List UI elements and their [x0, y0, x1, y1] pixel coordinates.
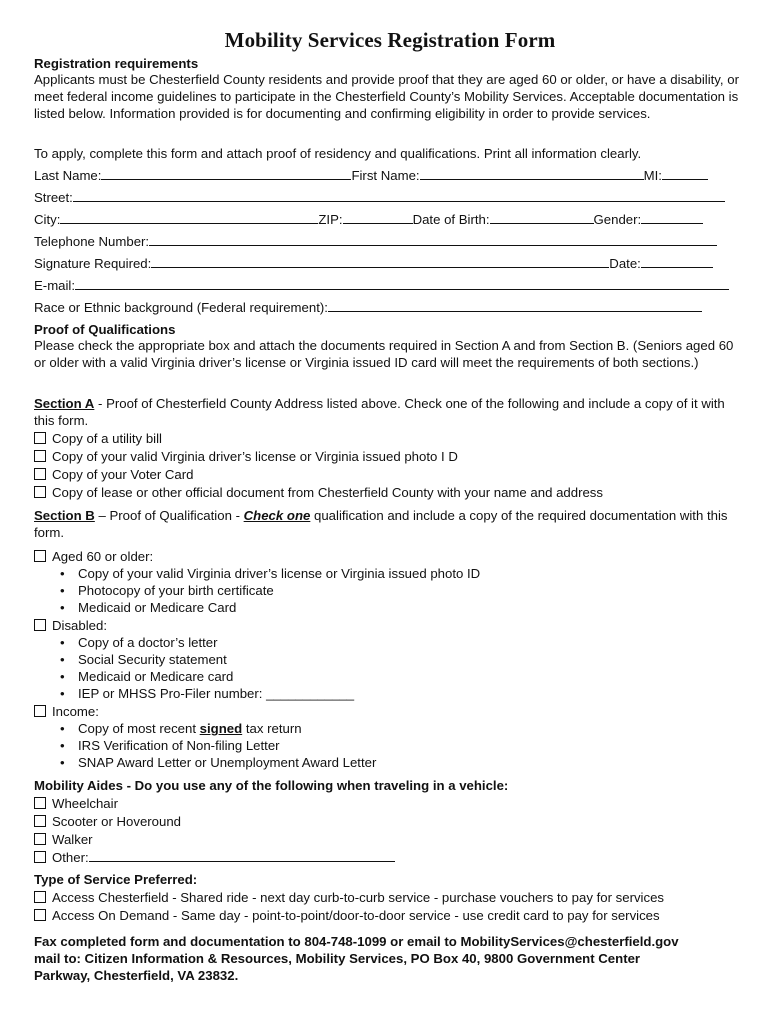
aide-option	[34, 849, 395, 866]
city-label: City:	[34, 212, 61, 227]
list-item-text: IRS Verification of Non-filing Letter	[78, 738, 280, 753]
aide-option	[34, 795, 118, 812]
disabled-option	[34, 617, 107, 634]
signed-emphasis: signed	[199, 721, 243, 736]
checkbox[interactable]	[34, 909, 46, 921]
apply-instructions: To apply, complete this form and attach proof of residency and qualifications. Print all information clearly.	[34, 146, 642, 161]
checkbox[interactable]	[34, 705, 46, 717]
section-b-label: Section B	[34, 508, 95, 523]
bullet-icon: •	[60, 583, 65, 598]
aide-option	[34, 831, 93, 848]
section-a-option	[34, 466, 193, 483]
city-row	[34, 211, 703, 228]
list-item	[60, 599, 236, 616]
race-field[interactable]	[328, 299, 702, 312]
section-a-option	[34, 430, 162, 447]
checkbox[interactable]	[34, 851, 46, 863]
street-row	[34, 189, 725, 206]
email-field[interactable]	[75, 277, 729, 290]
name-row	[34, 167, 708, 184]
list-item	[60, 634, 218, 651]
last-name-field[interactable]	[101, 167, 351, 180]
list-item-text: IEP or MHSS Pro-Filer number: ____________	[78, 686, 355, 701]
mi-label: MI:	[643, 168, 662, 183]
requirements-body: Applicants must be Chesterfield County residents and provide proof that they are aged 60 or older, or have a disability, or meet federal income guidelines to participate in the Chesterfield County’s Mobility Services. Acceptable documentation is listed below. Information provided is for documenting and confirming eligibility in order to provide services.	[34, 72, 739, 121]
last-name-label: Last Name:	[34, 168, 102, 183]
bullet-icon: •	[60, 635, 65, 650]
signature-label: Signature Required:	[34, 256, 152, 271]
option-label: Copy of your valid Virginia driver’s license or Virginia issued photo I D	[52, 449, 458, 464]
option-label: Copy of a utility bill	[52, 431, 162, 446]
section-a-label: Section A	[34, 396, 95, 411]
checkbox[interactable]	[34, 797, 46, 809]
dob-label: Date of Birth:	[412, 212, 490, 227]
gender-field[interactable]	[641, 211, 703, 224]
service-option	[34, 889, 664, 906]
checkbox[interactable]	[34, 450, 46, 462]
option-label: Access On Demand - Same day - point-to-point/door-to-door service - use credit card to pay for services	[52, 908, 660, 923]
proof-heading: Proof of Qualifications	[34, 322, 176, 337]
checkbox[interactable]	[34, 432, 46, 444]
section-b-text-pre: – Proof of Qualification -	[94, 508, 244, 523]
service-heading: Type of Service Preferred:	[34, 872, 198, 887]
aide-option	[34, 813, 181, 830]
bullet-icon: •	[60, 652, 65, 667]
other-aide-field[interactable]	[89, 849, 395, 862]
income-option	[34, 703, 99, 720]
checkbox[interactable]	[34, 815, 46, 827]
page-title: Mobility Services Registration Form	[224, 28, 556, 52]
requirements-heading: Registration requirements	[34, 56, 199, 71]
list-item	[60, 754, 376, 771]
bullet-icon: •	[60, 755, 65, 770]
list-item	[60, 668, 233, 685]
list-item	[60, 565, 480, 582]
bullet-icon: •	[60, 738, 65, 753]
option-label: Walker	[52, 832, 93, 847]
zip-field[interactable]	[343, 211, 413, 224]
first-name-field[interactable]	[420, 167, 644, 180]
email-label: E-mail:	[34, 278, 76, 293]
section-a-intro	[34, 396, 742, 430]
list-item-text: SNAP Award Letter or Unemployment Award Letter	[78, 755, 377, 770]
checkbox[interactable]	[34, 486, 46, 498]
street-label: Street:	[34, 190, 73, 205]
section-b-intro	[34, 508, 742, 542]
date-field[interactable]	[641, 255, 713, 268]
bullet-icon: •	[60, 600, 65, 615]
checkbox[interactable]	[34, 619, 46, 631]
mi-field[interactable]	[662, 167, 708, 180]
bullet-icon: •	[60, 686, 65, 701]
proof-body: Please check the appropriate box and attach the documents required in Section A and from Section B. (Seniors aged 60 or older with a valid Virginia driver’s license or Virginia issued ID card will meet the requirements of both sections.)	[34, 338, 734, 370]
zip-label: ZIP:	[318, 212, 343, 227]
telephone-row	[34, 233, 717, 250]
email-row	[34, 277, 729, 294]
section-b-text-post: qualification and include a copy of the required documentation with this form.	[34, 508, 728, 540]
list-item	[60, 582, 274, 599]
footer-mail: mail to: Citizen Information & Resources, Mobility Services, PO Box 40, 9800 Government Center	[34, 951, 641, 966]
signature-row	[34, 255, 713, 272]
option-label: Disabled:	[52, 618, 107, 633]
list-item-text: Copy of your valid Virginia driver’s license or Virginia issued photo ID	[78, 566, 481, 581]
check-one-emphasis: Check one	[243, 508, 311, 523]
option-label: Scooter or Hoveround	[52, 814, 182, 829]
list-item-text: Medicaid or Medicare card	[78, 669, 234, 684]
street-field[interactable]	[73, 189, 725, 202]
service-option	[34, 907, 660, 924]
list-item-text: Photocopy of your birth certificate	[78, 583, 274, 598]
aides-heading: Mobility Aides - Do you use any of the following when traveling in a vehicle:	[34, 778, 509, 793]
section-a-option	[34, 448, 458, 465]
option-label: Copy of your Voter Card	[52, 467, 194, 482]
list-item-text: tax return	[242, 721, 302, 736]
bullet-icon: •	[60, 566, 65, 581]
option-label: Aged 60 or older:	[52, 549, 154, 564]
city-field[interactable]	[60, 211, 318, 224]
bullet-icon: •	[60, 721, 65, 736]
list-item-text: Medicaid or Medicare Card	[78, 600, 237, 615]
list-item	[60, 651, 227, 668]
telephone-label: Telephone Number:	[34, 234, 150, 249]
checkbox[interactable]	[34, 891, 46, 903]
list-item-text: Copy of most recent	[78, 721, 200, 736]
footer-fax-email: Fax completed form and documentation to 804-748-1099 or email to MobilityServices@chesterfield.gov	[34, 934, 679, 949]
option-label: Copy of lease or other official document from Chesterfield County with your name and address	[52, 485, 603, 500]
section-a-text: - Proof of Chesterfield County Address listed above. Check one of the following and include a copy of it with this form.	[34, 396, 725, 428]
bullet-icon: •	[60, 669, 65, 684]
date-label: Date:	[609, 256, 641, 271]
list-item-text: Social Security statement	[78, 652, 227, 667]
option-label: Income:	[52, 704, 99, 719]
first-name-label: First Name:	[351, 168, 420, 183]
list-item	[60, 685, 354, 702]
option-label: Other:	[52, 850, 89, 865]
checkbox[interactable]	[34, 468, 46, 480]
aged-option	[34, 548, 153, 565]
list-item	[60, 737, 280, 754]
gender-label: Gender:	[593, 212, 642, 227]
race-row	[34, 299, 702, 316]
telephone-field[interactable]	[149, 233, 717, 246]
list-item	[60, 720, 302, 737]
footer-address: Parkway, Chesterfield, VA 23832.	[34, 968, 239, 983]
race-label: Race or Ethnic background (Federal requirement):	[34, 300, 328, 315]
checkbox[interactable]	[34, 833, 46, 845]
option-label: Wheelchair	[52, 796, 118, 811]
option-label: Access Chesterfield - Shared ride - next day curb-to-curb service - purchase vouchers to pay for services	[52, 890, 665, 905]
list-item-text: Copy of a doctor’s letter	[78, 635, 218, 650]
checkbox[interactable]	[34, 550, 46, 562]
dob-field[interactable]	[490, 211, 594, 224]
section-a-option	[34, 484, 603, 501]
signature-field[interactable]	[151, 255, 609, 268]
